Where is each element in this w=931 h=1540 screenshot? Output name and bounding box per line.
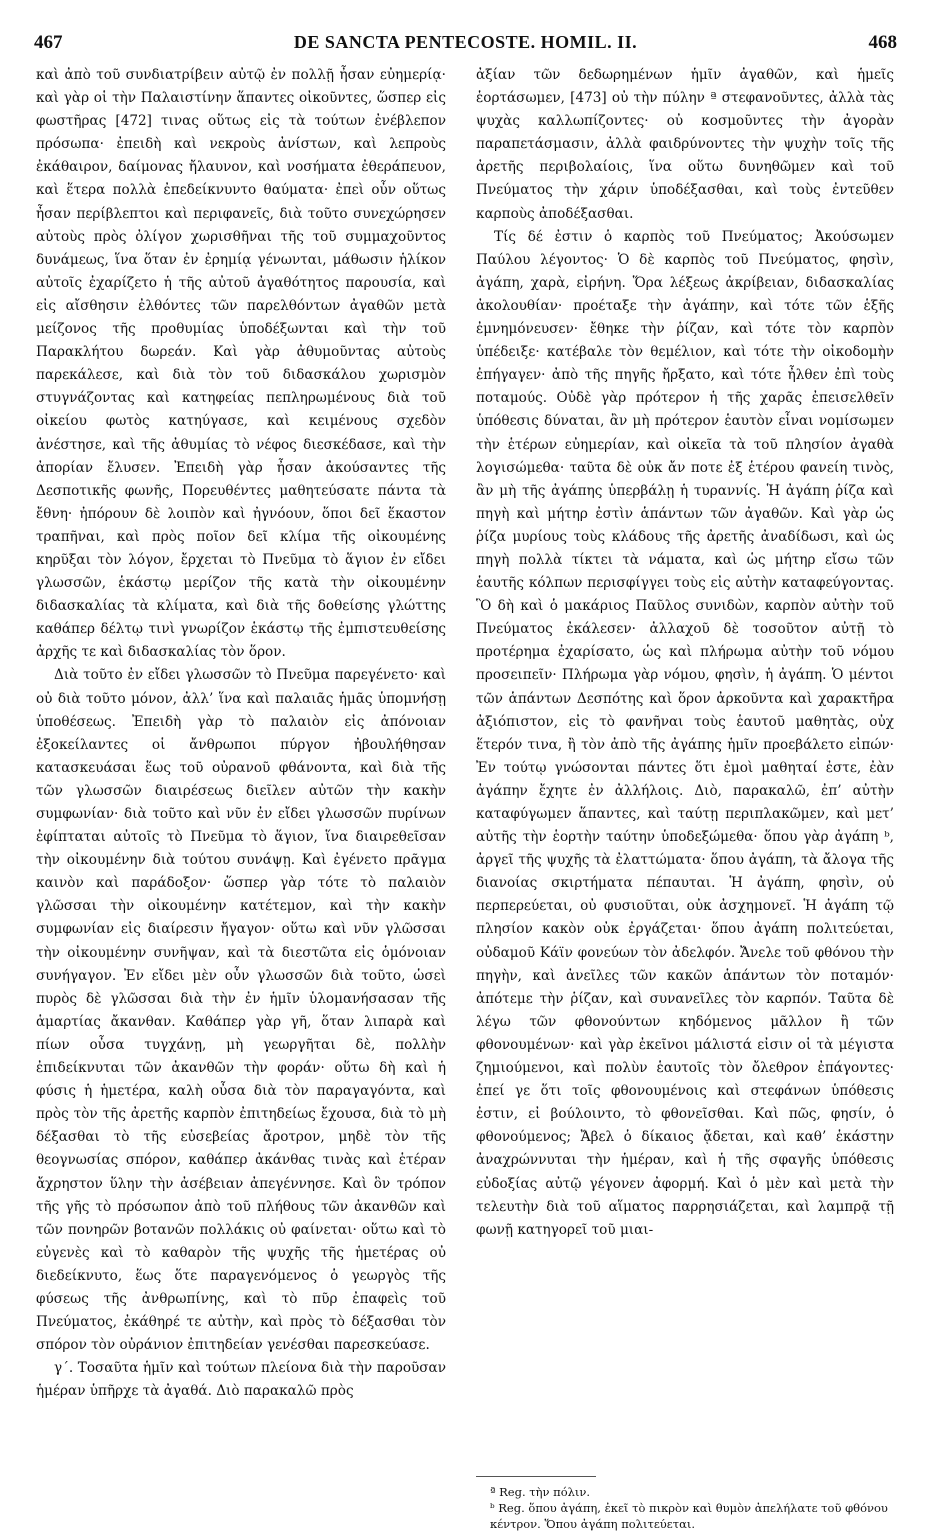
- paragraph: καὶ ἀπὸ τοῦ συνδιατρίβειν αὐτῷ ἐν πολλῇ ἦσαν εὐημερίᾳ· καὶ γὰρ οἱ τὴν Παλαιστίνην ἅπαντες οἰκοῦντες, ὥσπερ εἰς φωστῆρας [472] τινας οὕτως εἰς τὰ τούτων ἐνέβλεπον πρόσωπα· ἐπειδὴ καὶ νεκροὺς ἀνίστων, καὶ λεπροὺς ἐκάθαιρον, δαίμονας ἤλαυνον, καὶ νοσήματα ἐθεράπευον, καὶ ἕτερα πολλὰ ἐπεδείκνυντο θαύματα· ἐπεὶ οὖν οὕτως ἦσαν περίβλεπτοι καὶ περιφανεῖς, διὰ τοῦτο συνεχώρησεν αὐτοὺς πρὸς ὀλίγον χωρισθῆναι τῆς τοῦ συμμαχοῦντος δυνάμεως, ἵνα ὅταν ἐν ἐρημίᾳ γένωνται, μάθωσιν ἡλίκον αὐτοῖς ἐχαρίζετο ἡ τῆς αὐτοῦ ἀγαθότητος παρουσία, καὶ εἰς αἴσθησιν ἐλθόντες τῶν παρελθόντων ἀγαθῶν μετὰ μείζονος τῆς προθυμίας ὑποδέξωνται καὶ τὴν τοῦ Παρακλήτου δωρεάν. Καὶ γὰρ ἀθυμοῦντας αὐτοὺς παρεκάλεσε, καὶ διὰ τὸν τοῦ διδασκάλου χωρισμὸν στυγνάζοντας καὶ κατηφείας πεπληρωμένους διὰ τοῦ οἰκείου φωτὸς κατηύγασε, καὶ κειμένους σχεδὸν ἀνέστησε, καὶ τῆς ἀθυμίας τὸ νέφος διεσκέδασε, καὶ τὴν ἀπορίαν ἔλυσεν. Ἐπειδὴ γὰρ ἦσαν ἀκούσαντες τῆς Δεσποτικῆς φωνῆς, Πορευθέντες μαθητεύσατε πάντα τὰ ἔθνη· ἠπόρουν δὲ λοιπὸν καὶ ἠγνόουν, ὅποι δεῖ ἕκαστον τραπῆναι, καὶ πρὸς ποῖον δεῖ κλίμα τῆς οἰκουμένης κηρῦξαι τὸν λόγον, ἔρχεται τὸ Πνεῦμα τὸ ἅγιον ἐν εἴδει γλωσσῶν, ἑκάστῳ μερίζον τῆς κατὰ τὴν οἰκουμένην διδασκαλίας τὰ κλίματα, καὶ διὰ τῆς δοθείσης γλώττης καθάπερ δέλτῳ τινὶ γνωρίζον ἑκάστῳ τῆς ἐμπιστευθείσης ἀρχῆς τε καὶ διδασκαλίας τὸν ὅρον.: [36, 67, 446, 661]
- footnotes: [476, 1484, 894, 1532]
- paragraph: γ΄. Τοσαῦτα ἡμῖν καὶ τούτων πλείονα διὰ τὴν παροῦσαν ἡμέραν ὑπῆρχε τὰ ἀγαθά. Διὸ παρακαλῶ πρὸς: [36, 1360, 446, 1400]
- footnote: ᵇ Reg. ὅπου ἀγάπη, ἐκεῖ τὸ πικρὸν καὶ θυμὸν ἀπελήλατε τοῦ φθόνου κέντρον. Ὅπου ἀγάπη πολιτεύεται.: [490, 1501, 888, 1531]
- right-page-number: 468: [868, 32, 897, 53]
- footnote: ª Reg. τὴν πόλιν.: [490, 1485, 591, 1499]
- right-text-column: [476, 64, 894, 1242]
- paragraph: ἀξίαν τῶν δεδωρημένων ἡμῖν ἀγαθῶν, καὶ ἡμεῖς ἑορτάσωμεν, [473] οὐ τὴν πύλην ª στεφανοῦντες, ἀλλὰ τὰς ψυχὰς καλλωπίζοντες· οὐ κοσμοῦντες τὴν ἀγορὰν παραπετάσμασιν, ἀλλὰ φαιδρύνοντες τὴν ψυχὴν τοῖς τῆς ἀρετῆς περιβολαίοις, ἵνα οὕτω δυνηθῶμεν καὶ τοῦ Πνεύματος τὴν χάριν ὑποδέξασθαι, καὶ τοὺς ἐντεῦθεν καρποὺς ἀποδέξασθαι.: [476, 67, 894, 222]
- running-title: DE SANCTA PENTECOSTE. HOMIL. II.: [293, 32, 638, 52]
- paragraph: Τίς δέ ἐστιν ὁ καρπὸς τοῦ Πνεύματος; Ἀκούσωμεν Παύλου λέγοντος· Ὁ δὲ καρπὸς τοῦ Πνεύματος, φησὶν, ἀγάπη, χαρὰ, εἰρήνη. Ὅρα λέξεως ἀκρίβειαν, διδασκαλίας ἀκολουθίαν· προέταξε τὴν ἀγάπην, καὶ τότε τῶν ἑξῆς ἐμνημόνευσεν· ἔθηκε τὴν ῥίζαν, καὶ τότε τὸν καρπὸν ὑπέδειξε· κατέβαλε τὸν θεμέλιον, καὶ τότε τὴν οἰκοδομὴν ἐπήγαγεν· ἀπὸ τῆς πηγῆς ἤρξατο, καὶ τότε ἦλθεν ἐπὶ τοὺς ποταμούς. Οὐδὲ γὰρ πρότερον ἡ τῆς χαρᾶς ἐπεισελθεῖν ὑπόθεσις δύναται, ἂν μὴ πρότερον ἑαυτὸν εἶναι νομίσωμεν τὴν ἑτέρων εὐημερίαν, καὶ οἰκεῖα τὰ τοῦ πλησίον ἀγαθὰ λογισώμεθα· ταῦτα δὲ οὐκ ἄν ποτε ἐξ ἑτέρου φανείη τινὸς, ἂν μὴ τῆς ἀγάπης ὑπερβάλῃ ἡ τυραννίς. Ἡ ἀγάπη ῥίζα καὶ πηγὴ καὶ μήτηρ ἐστὶν ἁπάντων τῶν ἀγαθῶν. Καὶ γὰρ ὡς ῥίζα μυρίους τοὺς κλάδους τῆς ἀρετῆς ἀναδίδωσι, καὶ ὡς πηγὴ πολλὰ τίκτει τὰ νάματα, καὶ ὡς μήτηρ εἴσω τῶν ἑαυτῆς κόλπων περισφίγγει τοὺς εἰς αὐτὴν καταφεύγοντας. Ὃ δὴ καὶ ὁ μακάριος Παῦλος συνιδὼν, καρπὸν αὐτὴν τοῦ Πνεύματος ἐκάλεσεν· ἀλλαχοῦ δὲ τοσοῦτον αὐτῇ τὸ προτέρημα ἐχαρίσατο, ὡς καὶ πλήρωμα αὐτὴν τοῦ νόμου προσειπεῖν· Πλήρωμα γὰρ νόμου, φησὶν, ἡ ἀγάπη. Ὁ μέντοι τῶν ἁπάντων Δεσπότης καὶ ὅρον ἀρκοῦντα καὶ χαρακτῆρα ἀξιόπιστον, εἰς τὸ φανῆναι τοὺς ἑαυτοῦ μαθητὰς, οὐχ ἕτερόν τινα, ἢ τὸν ἀπὸ τῆς ἀγάπης ἡμῖν προεβάλετο εἰπών· Ἐν τούτῳ γνώσονται πάντες ὅτι ἐμοὶ μαθηταί ἐστε, ἐὰν ἀγάπην ἔχητε ἐν ἀλλήλοις. Διὸ, παρακαλῶ, ἐπ’ αὐτὴν καταφύγωμεν ἅπαντες, καὶ ταύτῃ περιπλακῶμεν, καὶ μετ’ αὐτῆς τὴν ἑορτὴν ταύτην ὑποδεξώμεθα· ὅπου γὰρ ἀγάπη ᵇ, ἀργεῖ τῆς ψυχῆς τὰ ἐλαττώματα· ὅπου ἀγάπη, τὰ ἄλογα τῆς διανοίας σκιρτήματα πέπαυται. Ἡ ἀγάπη, φησὶν, οὐ περπερεύεται, οὐ φυσιοῦται, οὐκ ἀσχημονεῖ. Ἡ ἀγάπη τῷ πλησίον κακὸν οὐκ ἐργάζεται· ὅπου ἀγάπη πολιτεύεται, οὐδαμοῦ Κάϊν φονεύων τὸν ἀδελφόν. Ἄνελε τοῦ φθόνου τὴν πηγὴν, καὶ ἀνεῖλες τῶν κακῶν ἁπάντων τὸν ποταμόν· ἀπότεμε τὴν ῥίζαν, καὶ συνανεῖλες τὸν καρπόν. Ταῦτα δὲ λέγω τῶν φθονούντων κηδόμενος μᾶλλον ἢ τῶν φθονουμένων· καὶ γὰρ ἐκεῖνοι μάλιστά εἰσιν οἱ τὰ μέγιστα ζημιούμενοι, καὶ πολὺν ἑαυτοῖς τὸν ὄλεθρον ἐπάγοντες· ἐπεί γε ὅτι τοῖς φθονουμένοις καὶ στεφάνων ὑπόθεσις ἐστιν, εἰ βούλοιντο, τὸ φθονεῖσθαι. Καὶ πῶς, φησίν, ὁ φθονούμενος; Ἄβελ ὁ δίκαιος ᾄδεται, καὶ καθ’ ἑκάστην ἀναχρώννυται τὴν ἡμέραν, καὶ ἡ τῆς σφαγῆς ὑπόθεσις εὐδοξίας αὐτῷ γέγονεν ἀφορμή. Καὶ ὁ μὲν καὶ μετὰ τὴν τελευτὴν διὰ τοῦ αἵματος παρρησιάζεται, καὶ λαμπρᾷ τῇ φωνῇ κατηγορεῖ τοῦ μιαι-: [476, 228, 894, 1238]
- left-page-number: 467: [34, 32, 63, 53]
- left-text-column: [36, 64, 446, 1403]
- footnote-divider: [476, 1476, 596, 1477]
- running-header: [34, 32, 897, 58]
- paragraph: Διὰ τοῦτο ἐν εἴδει γλωσσῶν τὸ Πνεῦμα παρεγένετο· καὶ οὐ διὰ τοῦτο μόνον, ἀλλ’ ἵνα καὶ παλαιᾶς ἡμᾶς ὑπομνήσῃ ὑποθέσεως. Ἐπειδὴ γὰρ τὸ παλαιὸν εἰς ἀπόνοιαν ἐξοκείλαντες οἱ ἄνθρωποι πύργον ἠβουλήθησαν κατασκευάσαι ἕως τοῦ οὐρανοῦ φθάνοντα, καὶ διὰ τῆς τῶν γλωσσῶν διαιρέσεως διεῖλεν αὐτῶν τὴν κακὴν συμφωνίαν· διὰ τοῦτο καὶ νῦν ἐν εἴδει γλωσσῶν πυρίνων ἐφίπταται αὐτοῖς τὸ Πνεῦμα τὸ ἅγιον, ἵνα διαιρεθεῖσαν τὴν οἰκουμένην διὰ τούτου συνάψῃ. Καὶ ἐγένετο πρᾶγμα καινὸν καὶ παράδοξον· ὥσπερ γὰρ τότε τὸ παλαιὸν γλῶσσαι τὴν οἰκουμένην κατέτεμον, καὶ τὴν κακὴν συμφωνίαν εἰς διαίρεσιν ἤγαγον· οὕτω καὶ νῦν γλῶσσαι τὴν οἰκουμένην συνῆψαν, καὶ τὰ διεστῶτα εἰς ὁμόνοιαν συνήγαγον. Ἐν εἴδει μὲν οὖν γλωσσῶν διὰ τοῦτο, ὡσεὶ πυρὸς δὲ γλῶσσαι διὰ τὴν ἐν ἡμῖν ὑλομανήσασαν τῆς ἁμαρτίας ἄκανθαν. Καθάπερ γὰρ γῆ, ὅταν λιπαρὰ καὶ πίων οὖσα τυγχάνῃ, μὴ γεωργῆται δὲ, πολλὴν ἐπιδείκνυται τῶν ἀκανθῶν τὴν φοράν· οὕτω δὴ καὶ ἡ φύσις ἡ ἡμετέρα, καλὴ οὖσα διὰ τὸν παραγαγόντα, καὶ πρὸς τὸν τῆς ἀρετῆς καρπὸν ἐπιτηδείως ἔχουσα, διὰ τὸ μὴ δέξασθαι τὸ τῆς εὐσεβείας ἄροτρον, μηδὲ τὸν τῆς θεογνωσίας σπόρον, καθάπερ ἀκάνθας τινὰς καὶ ἑτέραν ἄχρηστον ὕλην τὴν ἀσέβειαν ἀπεγέννησε. Καὶ ὃν τρόπον τῆς γῆς τὸ πρόσωπον ἀπὸ τοῦ πλήθους τῶν ἀκανθῶν καὶ τῶν πονηρῶν βοτανῶν πολλάκις οὐ φαίνεται· οὕτω καὶ τὸ εὐγενὲς καὶ τὸ καθαρὸν τῆς ψυχῆς τῆς ἡμετέρας οὐ διεδείκνυτο, ἕως ὅτε παραγενόμενος ὁ γεωργὸς τῆς φύσεως τῆς ἀνθρωπίνης, καὶ τὸ πῦρ ἐπαφεὶς τοῦ Πνεύματος, ἐκάθηρέ τε αὐτὴν, καὶ πρὸς τὸ δέξασθαι τὸν σπόρον τὸν οὐράνιον ἐπιτηδείαν γενέσθαι παρεσκεύασε.: [36, 667, 446, 1354]
